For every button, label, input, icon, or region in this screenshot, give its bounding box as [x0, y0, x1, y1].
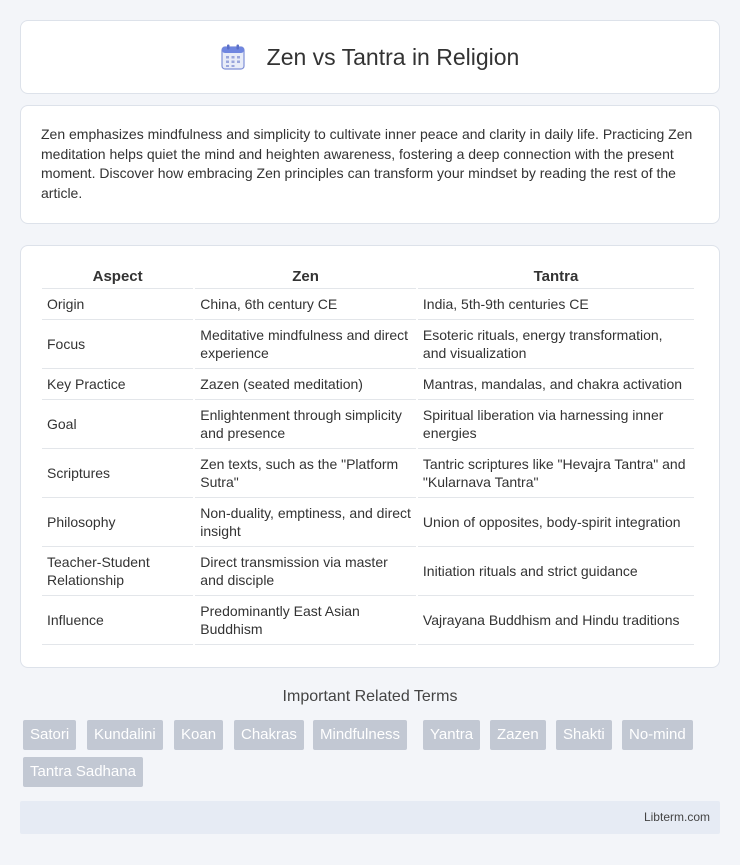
intro-text: Zen emphasizes mindfulness and simplicity to cultivate inner peace and clarity in daily life. Practicing Zen meditation helps quiet the mind and heighten awareness, fostering a deep connection with the present moment. Discover how embracing Zen principles can transform your mindset by reading the rest of the article.: [41, 126, 693, 201]
table-row: [42, 400, 694, 449]
cell-zen: Enlightenment through simplicity and presence: [195, 400, 416, 449]
cell-aspect: Scriptures: [42, 449, 193, 498]
calendar-icon: [221, 44, 245, 70]
cell-tantra: Initiation rituals and strict guidance: [418, 547, 694, 596]
cell-zen: Zazen (seated meditation): [195, 369, 416, 400]
cell-tantra: India, 5th-9th centuries CE: [418, 289, 694, 320]
cell-zen: Predominantly East Asian Buddhism: [195, 596, 416, 645]
cell-zen: China, 6th century CE: [195, 289, 416, 320]
tag-no-mind[interactable]: No-mind: [622, 720, 693, 750]
tag-chakras[interactable]: Chakras: [234, 720, 304, 750]
header-zen: Zen: [195, 264, 416, 289]
tag-koan[interactable]: Koan: [174, 720, 223, 750]
cell-aspect: Goal: [42, 400, 193, 449]
table-row: [42, 320, 694, 369]
table-row: [42, 547, 694, 596]
cell-tantra: Esoteric rituals, energy transformation, and visualization: [418, 320, 694, 369]
cell-zen: Meditative mindfulness and direct experience: [195, 320, 416, 369]
table-row: [42, 498, 694, 547]
cell-aspect: Focus: [42, 320, 193, 369]
footer: [20, 801, 720, 834]
cell-aspect: Key Practice: [42, 369, 193, 400]
tag-kundalini[interactable]: Kundalini: [87, 720, 163, 750]
header-tantra: Tantra: [418, 264, 694, 289]
cell-tantra: Mantras, mandalas, and chakra activation: [418, 369, 694, 400]
cell-tantra: Union of opposites, body-spirit integration: [418, 498, 694, 547]
table-row: [42, 369, 694, 400]
tag-tantra-sadhana[interactable]: Tantra Sadhana: [23, 757, 143, 787]
cell-aspect: Origin: [42, 289, 193, 320]
cell-tantra: Vajrayana Buddhism and Hindu traditions: [418, 596, 694, 645]
footer-site-link[interactable]: Libterm.com: [643, 810, 710, 824]
tag-satori[interactable]: Satori: [23, 720, 76, 750]
tag-mindfulness[interactable]: Mindfulness: [313, 720, 407, 750]
cell-zen: Non-duality, emptiness, and direct insight: [195, 498, 416, 547]
cell-zen: Zen texts, such as the "Platform Sutra": [195, 449, 416, 498]
comparison-table-card: [20, 245, 720, 668]
cell-aspect: Influence: [42, 596, 193, 645]
header-card: [20, 20, 720, 94]
cell-aspect: Teacher-Student Relationship: [42, 547, 193, 596]
tag-yantra[interactable]: Yantra: [423, 720, 480, 750]
tag-shakti[interactable]: Shakti: [556, 720, 612, 750]
page-title: Zen vs Tantra in Religion: [266, 43, 520, 70]
table-row: [42, 289, 694, 320]
tag-zazen[interactable]: Zazen: [490, 720, 546, 750]
cell-aspect: Philosophy: [42, 498, 193, 547]
comparison-table: [40, 264, 696, 645]
table-header-row: [42, 264, 694, 289]
cell-zen: Direct transmission via master and disciple: [195, 547, 416, 596]
cell-tantra: Spiritual liberation via harnessing inner energies: [418, 400, 694, 449]
table-row: [42, 596, 694, 645]
intro-card: [20, 105, 720, 224]
table-row: [42, 449, 694, 498]
related-terms-title: Important Related Terms: [282, 688, 458, 705]
header-aspect: Aspect: [42, 264, 193, 289]
cell-tantra: Tantric scriptures like "Hevajra Tantra" and "Kularnava Tantra": [418, 449, 694, 498]
